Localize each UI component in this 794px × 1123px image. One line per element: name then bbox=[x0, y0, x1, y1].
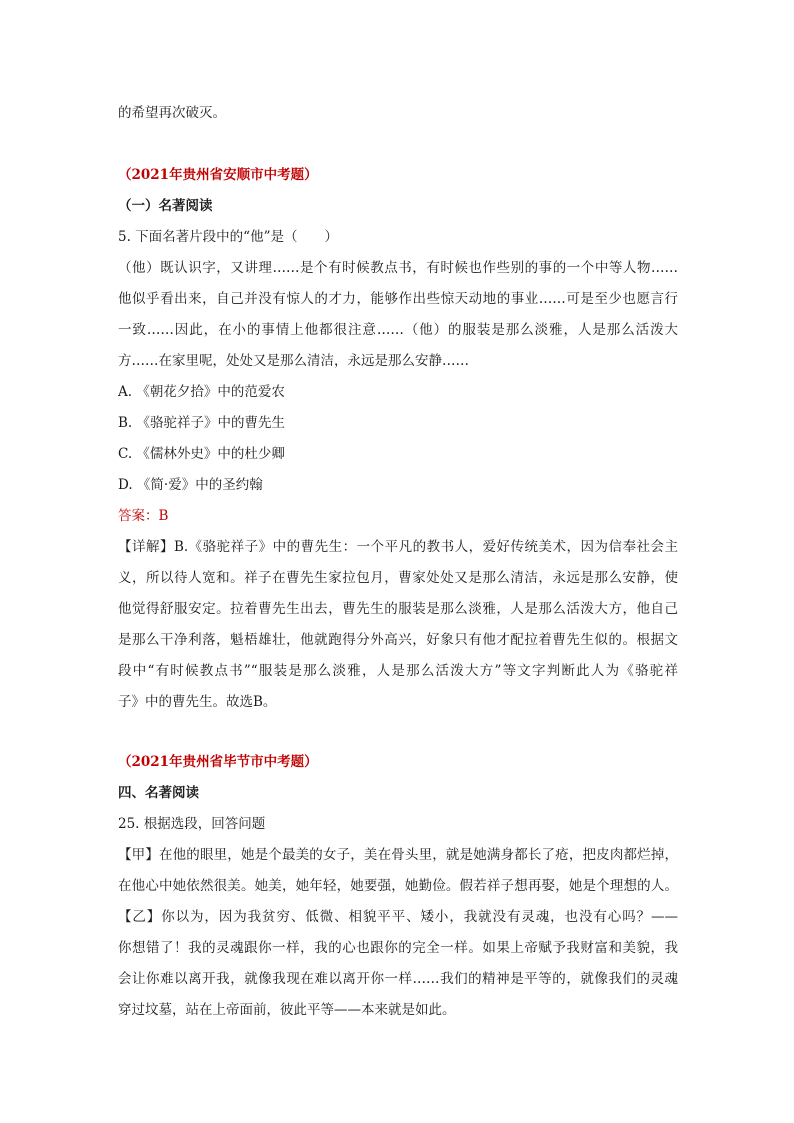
section2-source: （2021年贵州省毕节市中考题） bbox=[118, 754, 318, 770]
section2-heading: 四、名著阅读 bbox=[118, 785, 199, 801]
detail-line: 【详解】B.《骆驼祥子》中的曹先生：一个平凡的教书人，爱好传统美术，因为信奉社会主 bbox=[118, 539, 678, 555]
passage-line: 方……在家里呢，处处又是那么清洁，永远是那么安静…… bbox=[118, 353, 469, 369]
section1-question: 5. 下面名著片段中的“他”是（ ） bbox=[118, 229, 338, 245]
section1-heading: （一）名著阅读 bbox=[118, 198, 213, 214]
section1-detail bbox=[118, 532, 678, 718]
passage-line: 你想错了！我的灵魂跟你一样，我的心也跟你的完全一样。如果上帝赋予我财富和美貌，我 bbox=[118, 940, 678, 956]
passage-line: 在他心中她依然很美。她美，她年轻，她要强，她勤俭。假若祥子想再娶，她是个理想的人。 bbox=[118, 878, 678, 894]
option-a: A. 《朝花夕拾》中的范爱农 bbox=[118, 384, 285, 400]
passage-line: 【乙】你以为，因为我贫穷、低微、相貌平平、矮小，我就没有灵魂，也没有心吗？—— bbox=[118, 909, 678, 925]
passage-line: 【甲】在他的眼里，她是个最美的女子，美在骨头里，就是她满身都长了疮，把皮肉都烂掉， bbox=[118, 847, 678, 863]
option-d: D. 《简·爱》中的圣约翰 bbox=[118, 477, 263, 493]
detail-line: 是那么干净利落，魁梧雄壮，他就跑得分外高兴，好象只有他才配拉着曹先生似的。根据文 bbox=[118, 632, 678, 648]
detail-line: 子》中的曹先生。故选B。 bbox=[118, 694, 277, 710]
passage-line: 他似乎看出来，自己并没有惊人的才力，能够作出些惊天动地的事业……可是至少也愿言行 bbox=[118, 291, 678, 307]
document-content bbox=[118, 98, 678, 1026]
detail-line: 段中“有时候教点书”“服装是那么淡雅，人是那么活泼大方”等文字判断此人为《骆驼祥 bbox=[118, 663, 678, 679]
detail-line: 义，所以待人宽和。祥子在曹先生家拉包月，曹家处处又是那么清洁，永远是那么安静，使 bbox=[118, 570, 678, 586]
passage-line: 一致……因此，在小的事情上他都很注意……（他）的服装是那么淡雅，人是那么活泼大 bbox=[118, 322, 678, 338]
detail-line: 他觉得舒服安定。拉着曹先生出去，曹先生的服装是那么淡雅，人是那么活泼大方，他自己 bbox=[118, 601, 678, 617]
section1-options bbox=[118, 377, 678, 501]
option-c: C. 《儒林外史》中的杜少卿 bbox=[118, 446, 285, 462]
passage-line: 会让你难以离开我，就像我现在难以离开你一样……我们的精神是平等的，就像我们的灵魂 bbox=[118, 971, 678, 987]
intro-tail: 的希望再次破灭。 bbox=[118, 105, 226, 121]
section1-answer: 答案：B bbox=[118, 508, 169, 524]
section2-question: 25. 根据选段，回答问题 bbox=[118, 816, 266, 832]
option-b: B. 《骆驼祥子》中的曹先生 bbox=[118, 415, 286, 431]
section1-passage bbox=[118, 253, 678, 377]
section1-source: （2021年贵州省安顺市中考题） bbox=[118, 167, 318, 183]
passage-line: 穿过坟墓，站在上帝面前，彼此平等——本来就是如此。 bbox=[118, 1002, 456, 1018]
section2-passage bbox=[118, 840, 678, 1026]
passage-line: （他）既认识字，又讲理……是个有时候教点书，有时候也作些别的事的一个中等人物…… bbox=[118, 260, 678, 276]
